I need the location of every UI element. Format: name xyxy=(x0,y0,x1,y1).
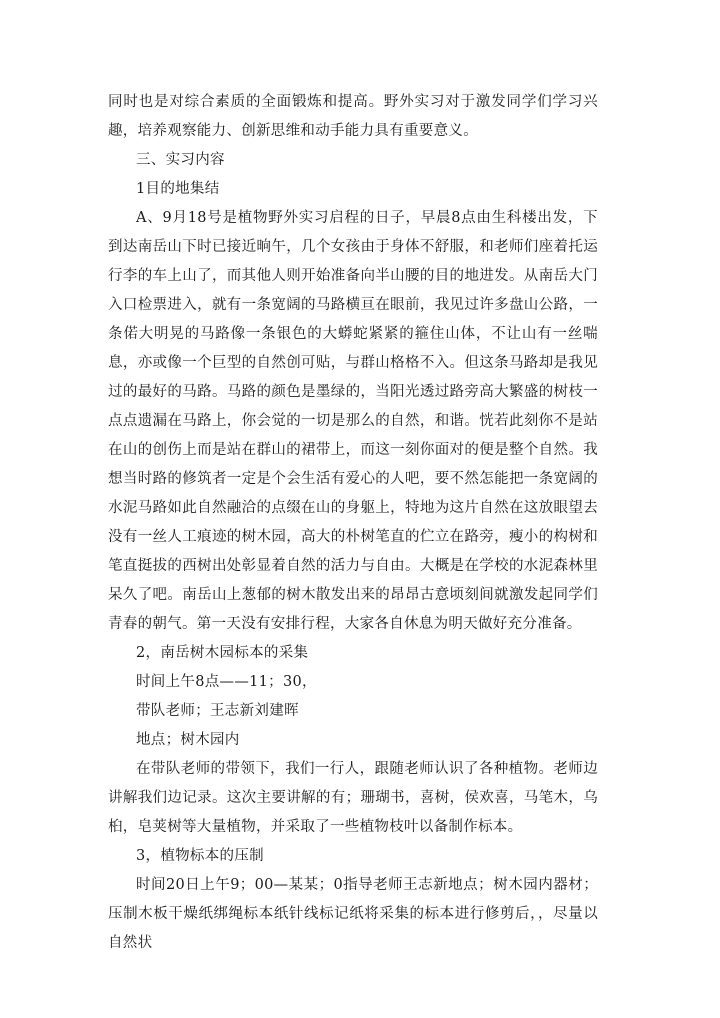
paragraph-plant-identification: 在带队老师的带领下，我们一行人，跟随老师认识了各种植物。老师边讲解我们边记录。这次主要讲解的有；珊瑚书，喜树，侯欢喜，马笔木，乌桕，皂荚树等大量植物，并采取了一些植物枝叶以备制作标本。 xyxy=(108,761,598,835)
subsection-heading-specimen-collection: 2，南岳树木园标本的采集 xyxy=(136,645,309,661)
subsection-heading-specimen-pressing: 3，植物标本的压制 xyxy=(136,848,264,864)
subsection-heading-destination: 1目的地集结 xyxy=(136,181,220,197)
section-heading-internship-content: 三、实习内容 xyxy=(136,152,225,168)
paragraph-location: 地点；树木园内 xyxy=(136,732,240,748)
paragraph-departure: A、9月18号是植物野外实习启程的日子，早晨8点由生科楼出发，下到达南岳山下时已接近晌午，几个女孩由于身体不舒服，和老师们座着托运行李的车上山了，而其他人则开始准备向半山腰的目的地进发。从南岳大门入口检票进入，就有一条宽阔的马路横亘在眼前，我见过许多盘山公路，一条偌大明晃的马路像一条银色的大蟒蛇紧紧的箍住山体，不让山有一丝喘息，亦或像一个巨型的自然创可贴，与群山格格不入。但这条马路却是我见过的最好的马路。马路的颜色是墨绿的，当阳光透过路旁高大繁盛的树枝一点点遗漏在马路上，你会觉的一切是那么的自然，和谐。恍若此刻你不是站在山的创伤上而是站在群山的裙带上，而这一刻你面对的便是整个自然。我想当时路的修筑者一定是个会生活有爱心的人吧，要不然怎能把一条宽阔的水泥马路如此自然融洽的点缀在山的身躯上，特地为这片自然在这放眼望去没有一丝人工痕迹的树木园，高大的朴树笔直的伫立在路旁，瘦小的构树和笔直挺拔的西树出处彰显着自然的活力与自由。大概是在学校的水泥森林里呆久了吧。南岳山上葱郁的树木散发出来的昂昂古意顷刻间就激发起同学们青春的朝气。第一天没有安排行程，大家各自休息为明天做好充分准备。 xyxy=(108,210,598,632)
paragraph-teachers: 带队老师；王志新刘建晖 xyxy=(136,703,299,719)
paragraph-pressing-details: 时间20日上午9；00—某某；0指导老师王志新地点；树木园内器材；压制木板干燥纸绑绳标本纸针线标记纸将采集的标本进行修剪后，，尽量以自然状 xyxy=(108,877,598,951)
paragraph-time: 时间上午8点——11；30， xyxy=(136,674,317,690)
document-body xyxy=(108,88,598,958)
paragraph-continuation: 同时也是对综合素质的全面锻炼和提高。野外实习对于激发同学们学习兴趣，培养观察能力、创新思维和动手能力具有重要意义。 xyxy=(108,94,598,139)
